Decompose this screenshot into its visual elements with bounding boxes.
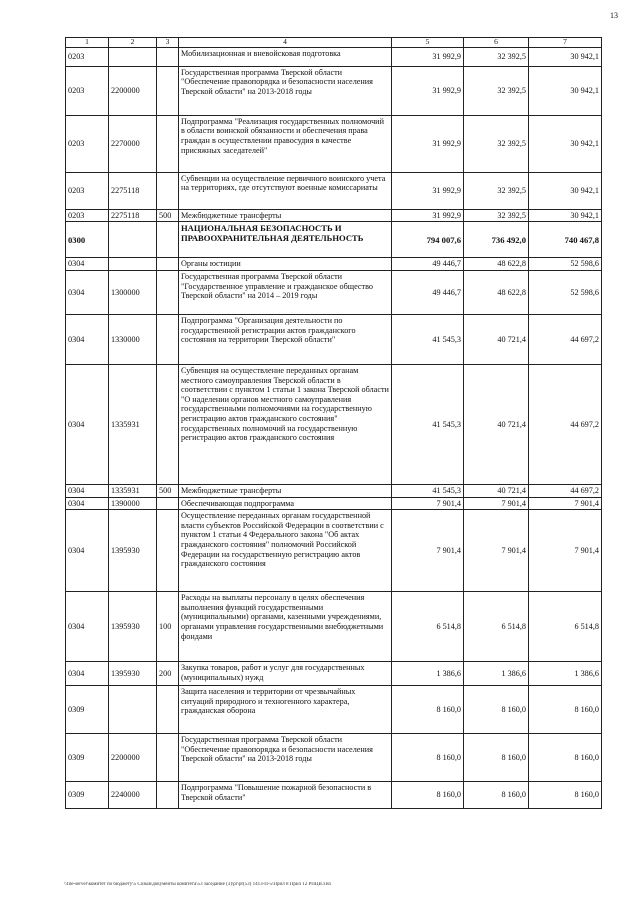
value-col6: 7 901,4	[464, 510, 529, 592]
section-code: 0304	[66, 364, 109, 484]
value-col6: 40 721,4	[464, 484, 529, 497]
value-col5: 31 992,9	[392, 66, 464, 115]
value-col6: 40 721,4	[464, 364, 529, 484]
item-name: Мобилизационная и вневойсковая подготовка	[179, 47, 392, 66]
value-col7: 52 598,6	[529, 270, 602, 314]
column-header: 3	[157, 38, 179, 48]
value-col5: 31 992,9	[392, 209, 464, 222]
table-row	[66, 782, 602, 809]
expense-type	[157, 734, 179, 782]
table-row	[66, 497, 602, 510]
target-code: 2275118	[109, 172, 157, 209]
table-row	[66, 662, 602, 686]
value-col5: 7 901,4	[392, 510, 464, 592]
target-code: 2200000	[109, 66, 157, 115]
item-name: Расходы на выплаты персоналу в целях обеспечения выполнения функций государственными (муниципальными) органами, казенными учреждениями, органами управления государственными внебюджетными фондами	[179, 592, 392, 662]
table-row	[66, 592, 602, 662]
table-row-section-total	[66, 222, 602, 258]
value-col5: 794 007,6	[392, 222, 464, 258]
table-row	[66, 364, 602, 484]
value-col5: 8 160,0	[392, 734, 464, 782]
expense-type	[157, 314, 179, 364]
expense-type	[157, 686, 179, 734]
table-row	[66, 66, 602, 115]
column-header: 1	[66, 38, 109, 48]
value-col5: 7 901,4	[392, 497, 464, 510]
table-row	[66, 734, 602, 782]
value-col5: 8 160,0	[392, 686, 464, 734]
table-row	[66, 270, 602, 314]
item-name: Государственная программа Тверской области "Государственное управление и гражданское общество Тверской области" на 2014 – 2019 годы	[179, 270, 392, 314]
page-number: 13	[610, 11, 618, 20]
table-row	[66, 686, 602, 734]
target-code: 1300000	[109, 270, 157, 314]
expense-type	[157, 258, 179, 271]
target-code: 2275118	[109, 209, 157, 222]
value-col7: 8 160,0	[529, 734, 602, 782]
value-col7: 52 598,6	[529, 258, 602, 271]
section-code: 0304	[66, 510, 109, 592]
item-name: Подпрограмма "Организация деятельности по государственной регистрации актов гражданского состояния на территории Тверской области"	[179, 314, 392, 364]
section-code: 0300	[66, 222, 109, 258]
target-code: 1390000	[109, 497, 157, 510]
value-col7: 7 901,4	[529, 497, 602, 510]
section-code: 0304	[66, 592, 109, 662]
expense-type	[157, 222, 179, 258]
table-row	[66, 258, 602, 271]
value-col6: 736 492,0	[464, 222, 529, 258]
target-code	[109, 222, 157, 258]
value-col7: 44 697,2	[529, 364, 602, 484]
value-col7: 740 467,8	[529, 222, 602, 258]
column-header: 6	[464, 38, 529, 48]
expense-type	[157, 497, 179, 510]
section-code: 0203	[66, 172, 109, 209]
section-code: 0304	[66, 484, 109, 497]
item-name: Подпрограмма "Реализация государственных полномочий в области воинской обязанности и обеспечения права граждан в осуществлении правосудия в качестве присяжных заседателей"	[179, 115, 392, 172]
expense-type	[157, 115, 179, 172]
value-col5: 49 446,7	[392, 270, 464, 314]
value-col6: 48 622,8	[464, 258, 529, 271]
table-row	[66, 47, 602, 66]
budget-table	[65, 37, 602, 809]
table-row	[66, 115, 602, 172]
section-code: 0203	[66, 115, 109, 172]
value-col6: 8 160,0	[464, 686, 529, 734]
table-row	[66, 510, 602, 592]
target-code: 1395930	[109, 510, 157, 592]
expense-type	[157, 364, 179, 484]
value-col6: 6 514,8	[464, 592, 529, 662]
target-code: 1395930	[109, 662, 157, 686]
file-path-footer: \\file-server\комитет по бюджету\5 Созыв\документы комитета\53 заседание (3)\pr\pr(53) 1413-П-5\Прил 8 Прил 12 РПЦВ.xlsx	[64, 882, 332, 887]
value-col7: 7 901,4	[529, 510, 602, 592]
value-col6: 32 392,5	[464, 115, 529, 172]
value-col6: 32 392,5	[464, 47, 529, 66]
expense-type	[157, 66, 179, 115]
target-code: 1335931	[109, 484, 157, 497]
column-number-row	[66, 38, 602, 48]
item-name: Межбюджетные трансферты	[179, 484, 392, 497]
item-name: Подпрограмма "Повышение пожарной безопасности в Тверской области"	[179, 782, 392, 809]
section-code: 0304	[66, 258, 109, 271]
value-col5: 41 545,3	[392, 364, 464, 484]
item-name: Осуществление переданных органам государственной власти субъектов Российской Федерации в соответствии с пунктом 1 статьи 4 Федерального закона "Об актах гражданского состояния" полномочий Российской Федерации на государственную регистрацию актов гражданского состояния	[179, 510, 392, 592]
column-header: 5	[392, 38, 464, 48]
target-code: 2240000	[109, 782, 157, 809]
value-col5: 1 386,6	[392, 662, 464, 686]
target-code	[109, 258, 157, 271]
expense-type	[157, 782, 179, 809]
table-row	[66, 209, 602, 222]
target-code: 1335931	[109, 364, 157, 484]
target-code: 2270000	[109, 115, 157, 172]
expense-type: 500	[157, 484, 179, 497]
target-code: 1395930	[109, 592, 157, 662]
item-name: НАЦИОНАЛЬНАЯ БЕЗОПАСНОСТЬ И ПРАВООХРАНИТЕЛЬНАЯ ДЕЯТЕЛЬНОСТЬ	[179, 222, 392, 258]
section-code: 0309	[66, 782, 109, 809]
value-col5: 31 992,9	[392, 115, 464, 172]
section-code: 0203	[66, 66, 109, 115]
section-code: 0203	[66, 47, 109, 66]
value-col6: 7 901,4	[464, 497, 529, 510]
value-col6: 48 622,8	[464, 270, 529, 314]
section-code: 0304	[66, 270, 109, 314]
value-col7: 30 942,1	[529, 47, 602, 66]
target-code: 2200000	[109, 734, 157, 782]
column-header: 4	[179, 38, 392, 48]
value-col5: 49 446,7	[392, 258, 464, 271]
value-col6: 32 392,5	[464, 209, 529, 222]
expense-type: 200	[157, 662, 179, 686]
value-col5: 31 992,9	[392, 47, 464, 66]
column-header: 2	[109, 38, 157, 48]
value-col6: 8 160,0	[464, 782, 529, 809]
section-code: 0304	[66, 314, 109, 364]
value-col6: 8 160,0	[464, 734, 529, 782]
value-col7: 6 514,8	[529, 592, 602, 662]
item-name: Субвенции на осуществление первичного воинского учета на территориях, где отсутствуют военные комиссариаты	[179, 172, 392, 209]
table-row	[66, 484, 602, 497]
expense-type: 500	[157, 209, 179, 222]
value-col7: 30 942,1	[529, 209, 602, 222]
section-code: 0304	[66, 662, 109, 686]
item-name: Государственная программа Тверской области "Обеспечение правопорядка и безопасности населения Тверской области" на 2013-2018 годы	[179, 734, 392, 782]
item-name: Защита населения и территории от чрезвычайных ситуаций природного и техногенного характера, гражданская оборона	[179, 686, 392, 734]
item-name: Субвенция на осуществление переданных органам местного самоуправления Тверской области в соответствии с пунктом 1 статьи 1 закона Тверской области "О наделении органов местного самоуправления государственными полномочиями на государственную регистрацию актов гражданского состояния" государственных полномочий на государственную регистрацию актов гражданского состояния	[179, 364, 392, 484]
value-col5: 41 545,3	[392, 314, 464, 364]
value-col7: 30 942,1	[529, 115, 602, 172]
item-name: Обеспечивающая подпрограмма	[179, 497, 392, 510]
target-code	[109, 47, 157, 66]
section-code: 0203	[66, 209, 109, 222]
value-col7: 30 942,1	[529, 172, 602, 209]
value-col7: 1 386,6	[529, 662, 602, 686]
value-col7: 44 697,2	[529, 314, 602, 364]
item-name: Государственная программа Тверской области "Обеспечение правопорядка и безопасности населения Тверской области" на 2013-2018 годы	[179, 66, 392, 115]
item-name: Закупка товаров, работ и услуг для государственных (муниципальных) нужд	[179, 662, 392, 686]
expense-type: 100	[157, 592, 179, 662]
value-col5: 41 545,3	[392, 484, 464, 497]
section-code: 0309	[66, 686, 109, 734]
target-code: 1330000	[109, 314, 157, 364]
table-row	[66, 172, 602, 209]
value-col7: 44 697,2	[529, 484, 602, 497]
section-code: 0309	[66, 734, 109, 782]
value-col6: 32 392,5	[464, 172, 529, 209]
expense-type	[157, 172, 179, 209]
expense-type	[157, 270, 179, 314]
column-header: 7	[529, 38, 602, 48]
item-name: Органы юстиции	[179, 258, 392, 271]
value-col5: 6 514,8	[392, 592, 464, 662]
value-col6: 1 386,6	[464, 662, 529, 686]
item-name: Межбюджетные трансферты	[179, 209, 392, 222]
target-code	[109, 686, 157, 734]
expense-type	[157, 47, 179, 66]
value-col5: 8 160,0	[392, 782, 464, 809]
value-col7: 30 942,1	[529, 66, 602, 115]
expense-type	[157, 510, 179, 592]
value-col6: 32 392,5	[464, 66, 529, 115]
table-row	[66, 314, 602, 364]
value-col7: 8 160,0	[529, 782, 602, 809]
value-col5: 31 992,9	[392, 172, 464, 209]
value-col6: 40 721,4	[464, 314, 529, 364]
value-col7: 8 160,0	[529, 686, 602, 734]
section-code: 0304	[66, 497, 109, 510]
